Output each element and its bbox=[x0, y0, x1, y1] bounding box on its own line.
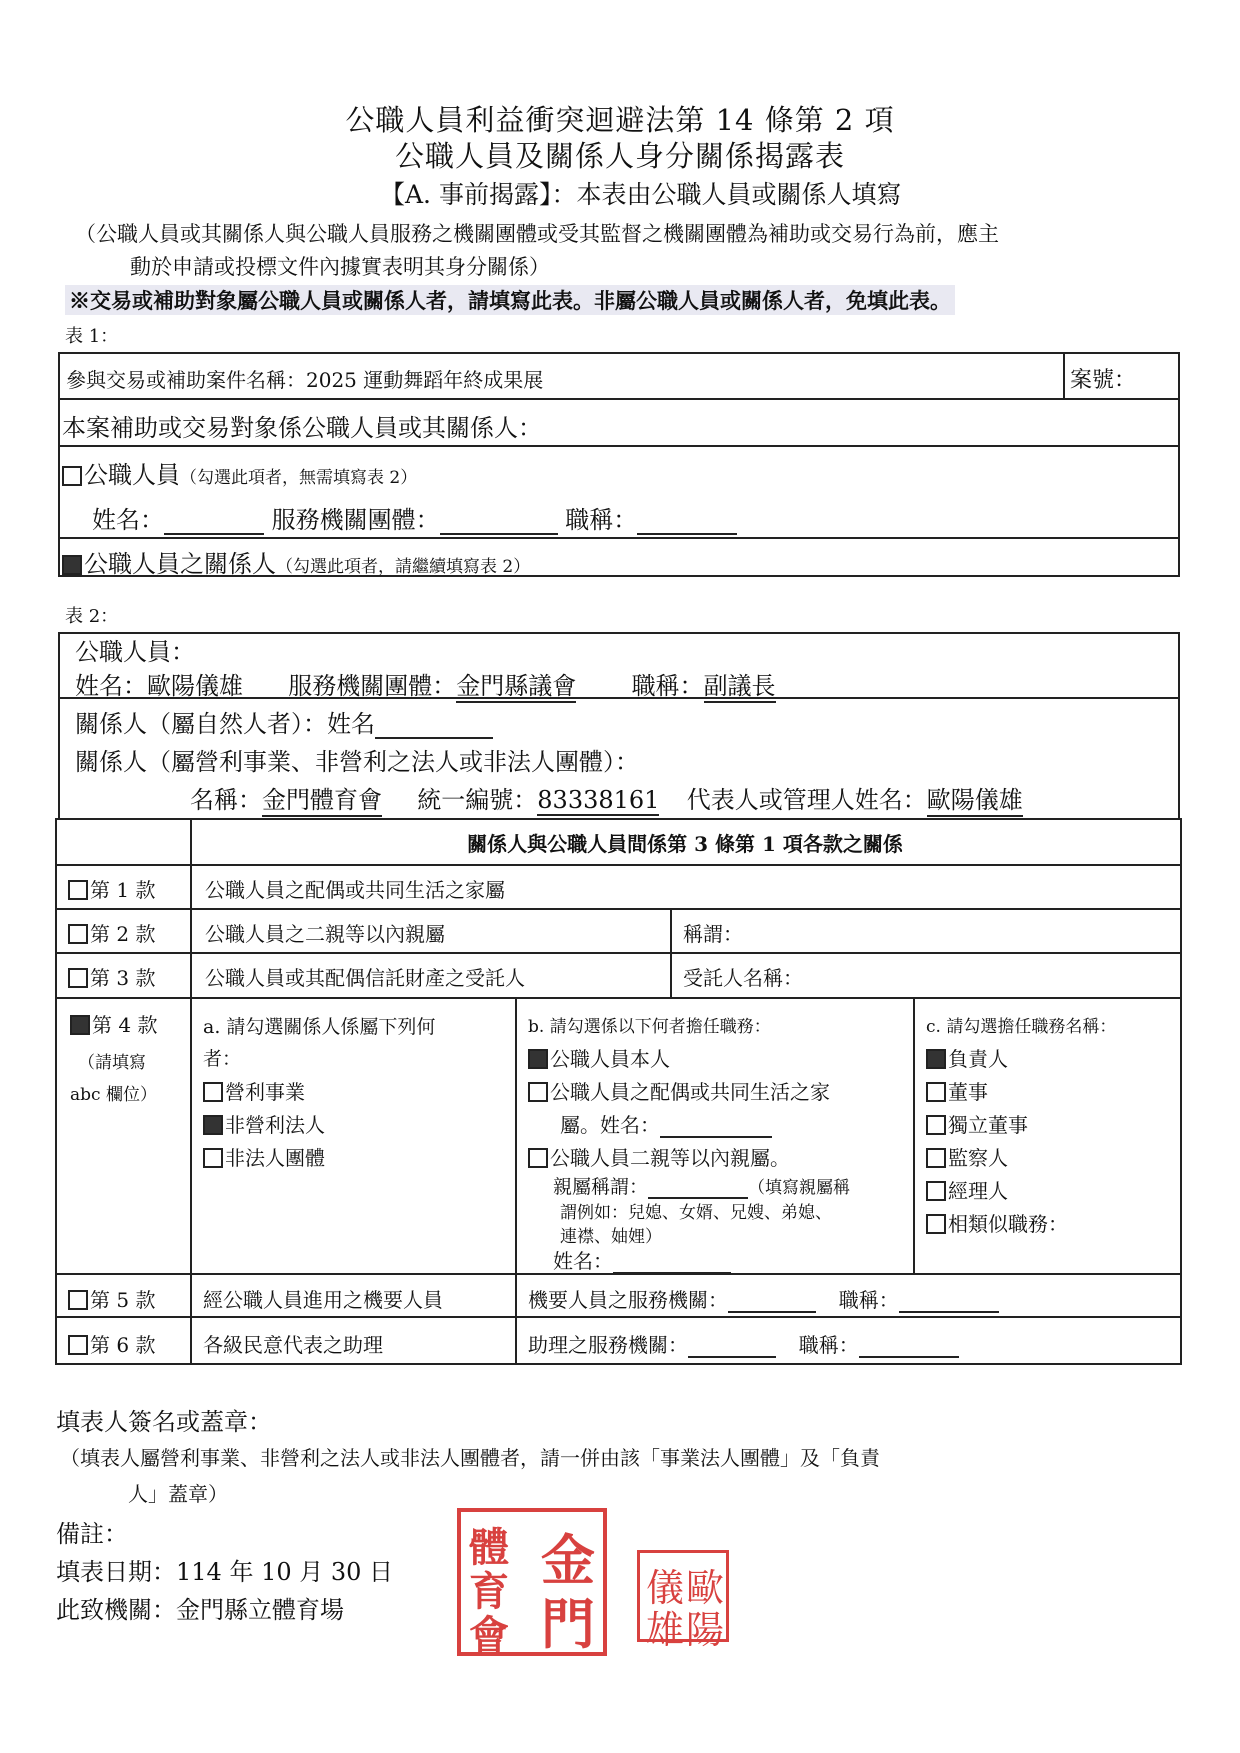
col-c-title: c. 請勾選擔任職務名稱： bbox=[926, 1017, 1117, 1037]
col-c-similar-checkbox[interactable] bbox=[926, 1214, 946, 1234]
case-name-value[interactable]: 2025 運動舞蹈年終成果展 bbox=[306, 368, 544, 392]
form-instruction-line1: （公職人員或其關係人與公職人員服務之機關團體或受其監督之機關團體為補助或交易行為前，應主 bbox=[75, 222, 999, 246]
col-b-opt3-label: 公職人員二親等以內親屬。 bbox=[550, 1146, 790, 1170]
recipient-row bbox=[56, 1590, 344, 1625]
subject-line: 本案補助或交易對象係公職人員或其關係人： bbox=[62, 414, 542, 442]
clause5-desc: 經公職人員進用之機要人員 bbox=[203, 1288, 443, 1312]
clause1-check[interactable] bbox=[68, 874, 155, 903]
clause4-label: 第 4 款 bbox=[92, 1013, 158, 1037]
remarks-label: 備註： bbox=[56, 1520, 128, 1548]
case-name-row bbox=[66, 364, 543, 393]
col-c-supervisor-checkbox[interactable] bbox=[926, 1148, 946, 1168]
col-c-opt-manager[interactable] bbox=[926, 1175, 1008, 1204]
col-a-title2: 者： bbox=[203, 1048, 242, 1070]
col-b-opt1-checkbox[interactable] bbox=[528, 1049, 548, 1069]
clause2-check[interactable] bbox=[68, 918, 155, 947]
clause6-check[interactable] bbox=[68, 1329, 155, 1358]
person-seal-stamp: 歐 陽 儀 雄 bbox=[637, 1550, 729, 1642]
col-a-opt-unincorporated[interactable] bbox=[203, 1142, 325, 1171]
clause6-fields bbox=[528, 1329, 959, 1358]
clause2-label: 第 2 款 bbox=[90, 922, 156, 946]
signature-label: 填表人簽名或蓋章： bbox=[56, 1408, 272, 1436]
org-info-row bbox=[190, 780, 1023, 817]
clause6-title-field[interactable] bbox=[859, 1336, 959, 1358]
clause5-fields bbox=[528, 1284, 999, 1313]
clause1-desc: 公職人員之配偶或共同生活之家屬 bbox=[205, 878, 505, 902]
form-warning: ※交易或補助對象屬公職人員或關係人者，請填寫此表。非屬公職人員或關係人者，免填此表。 bbox=[65, 285, 955, 315]
clause6-desc: 各級民意代表之助理 bbox=[203, 1333, 383, 1357]
col-b-kin-name-label: 姓名： bbox=[553, 1249, 613, 1273]
col-c-director-label: 董事 bbox=[948, 1080, 988, 1104]
table1-label: 表 1： bbox=[65, 326, 119, 347]
col-b-kin-note1: （填寫親屬稱 bbox=[748, 1178, 851, 1198]
col-b-opt2[interactable] bbox=[528, 1076, 830, 1105]
signature-note1: （填表人屬營利事業、非營利之法人或非法人團體者，請一併由該「事業法人團體」及「負責 bbox=[60, 1446, 880, 1470]
col-b-opt2-name-field[interactable] bbox=[660, 1116, 772, 1138]
org-rep-value[interactable]: 歐陽儀雄 bbox=[927, 780, 1023, 817]
option-official-row[interactable] bbox=[62, 455, 417, 490]
col-b-kin-note2: 謂例如：兒媳、女婿、兄嫂、弟媳、 bbox=[560, 1203, 832, 1223]
official-name-field[interactable] bbox=[164, 513, 264, 535]
col-c-supervisor-label: 監察人 bbox=[948, 1146, 1008, 1170]
col-b-opt2-label: 公職人員之配偶或共同生活之家 bbox=[550, 1080, 830, 1104]
option-official-label: 公職人員 bbox=[84, 461, 180, 489]
official-agency-field[interactable] bbox=[440, 513, 558, 535]
org-rep-label: 代表人或管理人姓名： bbox=[686, 786, 927, 814]
col-b-opt2-name-label: 屬。姓名： bbox=[560, 1113, 660, 1137]
clause4-checkbox[interactable] bbox=[70, 1015, 90, 1035]
col-b-title: b. 請勾選係以下何者擔任職務： bbox=[528, 1017, 771, 1037]
col-b-opt2-name bbox=[560, 1109, 772, 1138]
clause5-agency-field[interactable] bbox=[728, 1291, 816, 1313]
col-c-head-checkbox[interactable] bbox=[926, 1049, 946, 1069]
col-c-opt-director[interactable] bbox=[926, 1076, 988, 1105]
col-c-director-checkbox[interactable] bbox=[926, 1082, 946, 1102]
clause2-desc: 公職人員之二親等以內親屬 bbox=[205, 922, 445, 946]
col-b-opt1-label: 公職人員本人 bbox=[550, 1047, 670, 1071]
natural-person-label: 關係人（屬自然人者）：姓名 bbox=[75, 710, 375, 738]
clause5-label: 第 5 款 bbox=[90, 1288, 156, 1312]
table2-official-label: 公職人員： bbox=[75, 638, 195, 666]
recipient-label: 此致機關： bbox=[56, 1596, 176, 1624]
official-name-label: 姓名： bbox=[92, 506, 164, 534]
col-c-similar-label: 相類似職務： bbox=[948, 1212, 1068, 1236]
col-b-kin-field[interactable] bbox=[648, 1177, 748, 1199]
col-a-nonprofit-checkbox[interactable] bbox=[203, 1115, 223, 1135]
col-c-opt-supervisor[interactable] bbox=[926, 1142, 1008, 1171]
form-instruction-line2: 動於申請或投標文件內據實表明其身分關係） bbox=[130, 255, 550, 279]
clause4-note2: abc 欄位） bbox=[70, 1085, 157, 1105]
clause3-checkbox[interactable] bbox=[68, 968, 88, 988]
col-b-opt3[interactable] bbox=[528, 1142, 790, 1171]
official-info-row bbox=[92, 500, 737, 535]
clause6-agency-field[interactable] bbox=[688, 1336, 776, 1358]
clause3-check[interactable] bbox=[68, 962, 155, 991]
table2-label: 表 2： bbox=[65, 606, 119, 627]
clause3-extra: 受託人名稱： bbox=[683, 966, 803, 990]
natural-person-field[interactable] bbox=[375, 717, 493, 739]
col-c-indep-director-checkbox[interactable] bbox=[926, 1115, 946, 1135]
org-name-value[interactable]: 金門體育會 bbox=[262, 780, 382, 817]
clause4-note1: （請填寫 bbox=[78, 1053, 146, 1073]
col-b-opt2-checkbox[interactable] bbox=[528, 1082, 548, 1102]
t2-title-label: 職稱： bbox=[631, 672, 704, 700]
col-b-kin-name-field[interactable] bbox=[613, 1252, 731, 1274]
case-number-label: 案號： bbox=[1070, 368, 1137, 393]
clause3-desc: 公職人員或其配偶信託財產之受託人 bbox=[205, 966, 525, 990]
col-b-opt3-checkbox[interactable] bbox=[528, 1148, 548, 1168]
col-c-indep-director-label: 獨立董事 bbox=[948, 1113, 1028, 1137]
col-b-kin-label: 親屬稱謂： bbox=[553, 1176, 649, 1198]
option-official-note: （勾選此項者，無需填寫表 2） bbox=[180, 468, 418, 488]
clause4-check[interactable] bbox=[70, 1009, 157, 1038]
fill-date-label: 填表日期： bbox=[56, 1558, 176, 1586]
t2-name-label: 姓名： bbox=[75, 672, 147, 700]
col-c-opt-indep-director[interactable] bbox=[926, 1109, 1028, 1138]
case-name-label: 參與交易或補助案件名稱： bbox=[66, 368, 306, 392]
official-title-label: 職稱： bbox=[565, 506, 638, 534]
col-b-kin-row bbox=[553, 1172, 850, 1199]
option-relative-row[interactable] bbox=[62, 544, 530, 579]
clause3-label: 第 3 款 bbox=[90, 966, 156, 990]
t2-title-value[interactable]: 副議長 bbox=[704, 666, 776, 703]
col-c-opt-similar[interactable] bbox=[926, 1208, 1068, 1237]
clause5-title-field[interactable] bbox=[899, 1291, 999, 1313]
clause2-extra: 稱謂： bbox=[683, 922, 743, 946]
clause6-label: 第 6 款 bbox=[90, 1333, 156, 1357]
col-c-opt-head[interactable] bbox=[926, 1043, 1008, 1072]
org-relation-label: 關係人（屬營利事業、非營利之法人或非法人團體）： bbox=[75, 748, 639, 776]
t2-agency-label: 服務機關團體： bbox=[288, 672, 457, 700]
clause5-agency-label: 機要人員之服務機關： bbox=[528, 1288, 728, 1312]
col-a-unincorporated-checkbox[interactable] bbox=[203, 1148, 223, 1168]
t2-name-value[interactable]: 歐陽儀雄 bbox=[147, 672, 243, 700]
col-b-opt1[interactable] bbox=[528, 1043, 670, 1072]
col-c-manager-checkbox[interactable] bbox=[926, 1181, 946, 1201]
col-b-kin-name-row bbox=[553, 1245, 731, 1274]
table2-official-row bbox=[75, 666, 776, 703]
org-name-label: 名稱： bbox=[190, 786, 262, 814]
clause1-label: 第 1 款 bbox=[90, 878, 156, 902]
col-b-kin-note3: 連襟、妯娌） bbox=[560, 1227, 662, 1247]
option-relative-label: 公職人員之關係人 bbox=[84, 550, 276, 578]
col-a-unincorporated-label: 非法人團體 bbox=[225, 1146, 325, 1170]
clause6-title-label: 職稱： bbox=[798, 1333, 859, 1357]
clause6-agency-label: 助理之服務機關： bbox=[528, 1333, 688, 1357]
relation-header: 關係人與公職人員間係第 3 條第 1 項各款之關係 bbox=[467, 832, 903, 856]
official-title-field[interactable] bbox=[637, 513, 737, 535]
col-a-title1: a. 請勾選關係人係屬下列何 bbox=[203, 1016, 436, 1038]
clause6-checkbox[interactable] bbox=[68, 1335, 88, 1355]
fill-date-row bbox=[56, 1552, 393, 1587]
org-seal-stamp: 金 門 體 育 會 bbox=[457, 1508, 607, 1656]
col-c-head-label: 負責人 bbox=[948, 1047, 1008, 1071]
col-a-opt-forprofit[interactable] bbox=[203, 1076, 305, 1105]
official-agency-label: 服務機關團體： bbox=[271, 506, 440, 534]
col-a-forprofit-label: 營利事業 bbox=[225, 1080, 305, 1104]
recipient-value[interactable]: 金門縣立體育場 bbox=[176, 1596, 344, 1624]
clause2-checkbox[interactable] bbox=[68, 924, 88, 944]
org-id-label: 統一編號： bbox=[417, 786, 538, 814]
option-relative-checkbox[interactable] bbox=[62, 555, 82, 575]
col-a-forprofit-checkbox[interactable] bbox=[203, 1082, 223, 1102]
org-id-value[interactable]: 83338161 bbox=[537, 786, 660, 814]
col-a-opt-nonprofit[interactable] bbox=[203, 1109, 325, 1138]
clause1-checkbox[interactable] bbox=[68, 880, 88, 900]
col-c-manager-label: 經理人 bbox=[948, 1179, 1008, 1203]
fill-date-value[interactable]: 114 年 10 月 30 日 bbox=[176, 1558, 394, 1586]
col-a-nonprofit-label: 非營利法人 bbox=[225, 1113, 325, 1137]
signature-note2: 人」蓋章） bbox=[128, 1482, 228, 1506]
option-relative-note: （勾選此項者，請繼續填寫表 2） bbox=[276, 557, 531, 577]
form-title-line2: 公職人員及關係人身分關係揭露表 bbox=[394, 139, 845, 173]
form-title-line1: 公職人員利益衝突迴避法第 14 條第 2 項 bbox=[345, 103, 895, 137]
clause5-checkbox[interactable] bbox=[68, 1290, 88, 1310]
option-official-checkbox[interactable] bbox=[62, 466, 82, 486]
clause5-title-label: 職稱： bbox=[838, 1288, 899, 1312]
clause5-check[interactable] bbox=[68, 1284, 155, 1313]
t2-agency-value[interactable]: 金門縣議會 bbox=[456, 666, 576, 703]
natural-person-row bbox=[75, 704, 493, 739]
form-title-line3: 【A. 事前揭露】：本表由公職人員或關係人填寫 bbox=[380, 180, 902, 209]
